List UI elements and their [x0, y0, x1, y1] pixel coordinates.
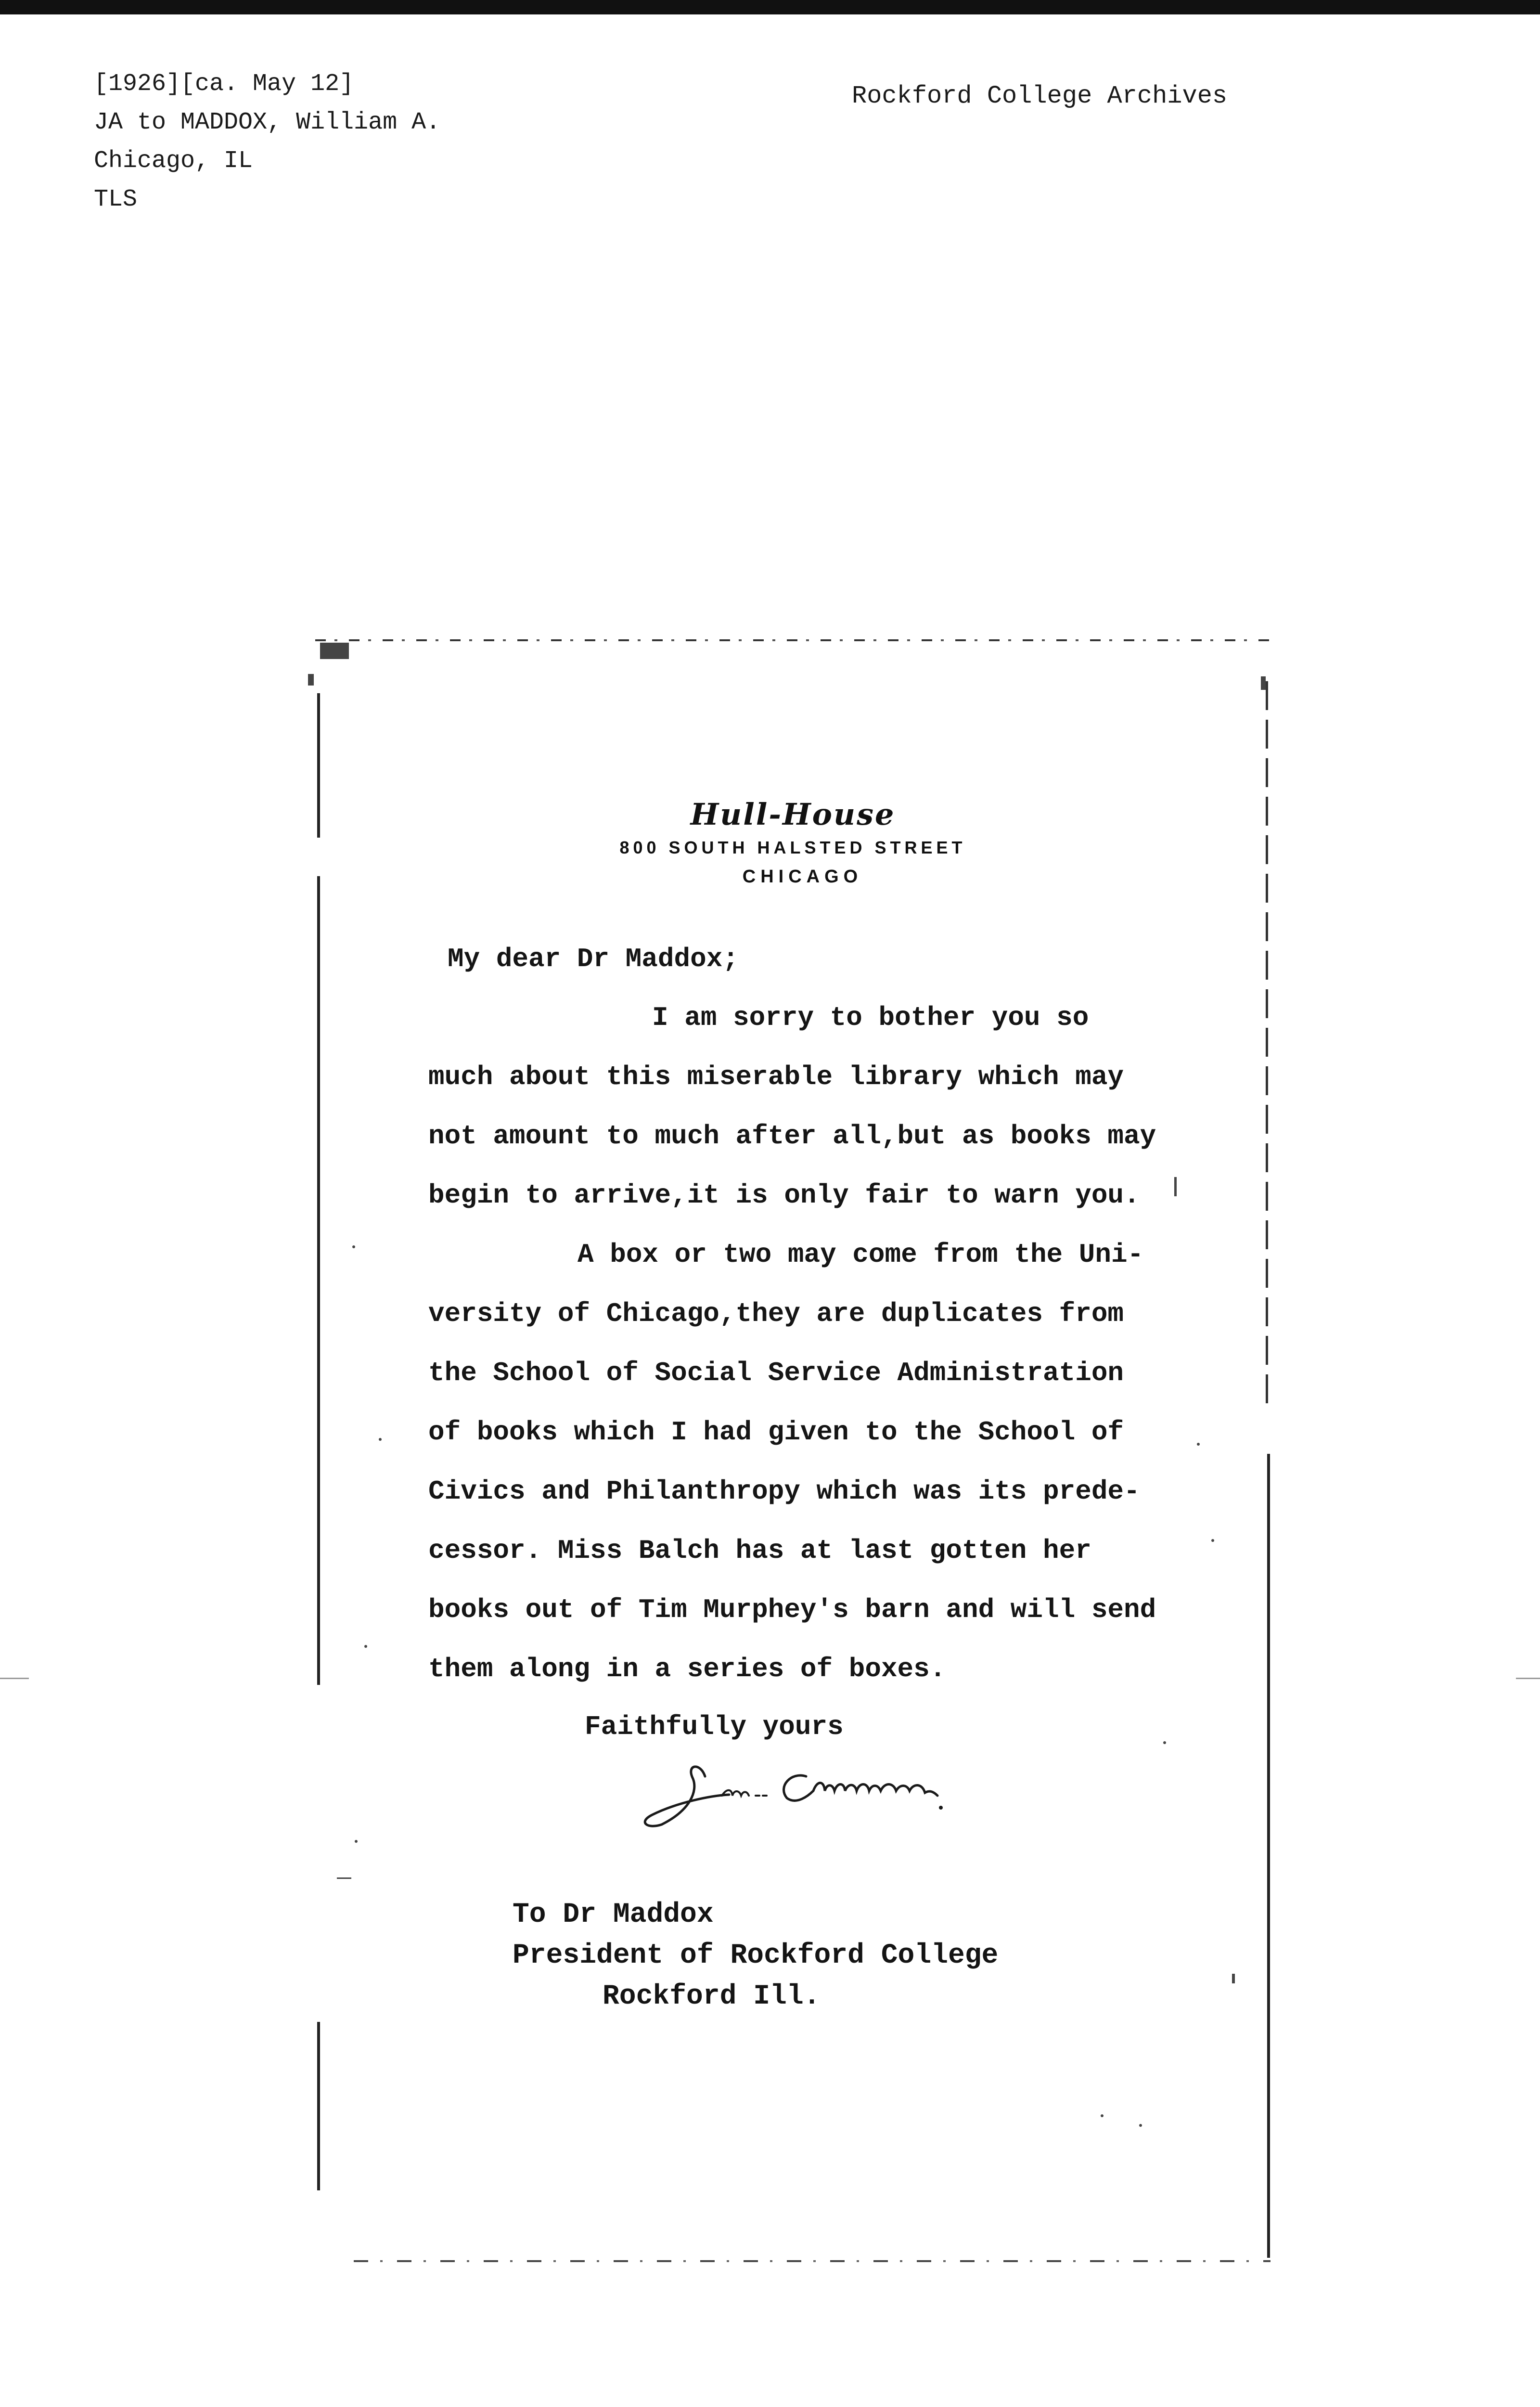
sheet-right-edge: [1266, 681, 1268, 1403]
letter-sheet: [315, 635, 1270, 2265]
recipient-name: To Dr Maddox: [513, 1899, 714, 1930]
body-line: not amount to much after all,but as books may: [428, 1121, 1156, 1152]
letterhead-street: 800 SOUTH HALSTED STREET: [619, 838, 966, 857]
sheet-bottom-edge: [354, 2260, 1270, 2262]
body-line: much about this miserable library which may: [428, 1061, 1124, 1092]
letterhead-name: Hull-House: [690, 797, 896, 832]
body-line: the School of Social Service Administration: [428, 1358, 1124, 1388]
body-line: them along in a series of boxes.: [428, 1654, 946, 1684]
closing: Faithfully yours: [585, 1711, 844, 1742]
recipient-city: Rockford Ill.: [603, 1981, 821, 2012]
archive-label: Rockford College Archives: [852, 82, 1228, 110]
sheet-top-edge: [315, 639, 1270, 641]
sheet-right-edge: [1267, 1454, 1270, 2258]
catalog-header: [94, 65, 440, 219]
catalog-place: Chicago, IL: [94, 147, 253, 175]
body-line: Civics and Philanthropy which was its prede-: [428, 1476, 1140, 1507]
scan-top-border: [0, 0, 1540, 14]
catalog-type: TLS: [94, 186, 138, 213]
sheet-left-edge: [317, 876, 320, 1685]
catalog-correspondents: JA to MADDOX, William A.: [94, 109, 441, 136]
sheet-left-edge: [317, 2022, 320, 2190]
body-line: A box or two may come from the Uni-: [578, 1239, 1144, 1270]
body-line: I am sorry to bother you so: [652, 1002, 1089, 1033]
body-line: versity of Chicago,they are duplicates from: [428, 1298, 1124, 1329]
body-line: books out of Tim Murphey's barn and will send: [428, 1594, 1156, 1625]
body-line: of books which I had given to the School of: [428, 1417, 1124, 1448]
recipient-title: President of Rockford College: [513, 1940, 999, 1971]
handwritten-signature: [633, 1757, 970, 1829]
body-line: begin to arrive,it is only fair to warn you.: [428, 1180, 1140, 1211]
letterhead-city: CHICAGO: [742, 867, 863, 887]
salutation: My dear Dr Maddox;: [448, 944, 739, 974]
body-line: cessor. Miss Balch has at last gotten her: [428, 1535, 1091, 1566]
catalog-date: [1926][ca. May 12]: [94, 70, 354, 98]
